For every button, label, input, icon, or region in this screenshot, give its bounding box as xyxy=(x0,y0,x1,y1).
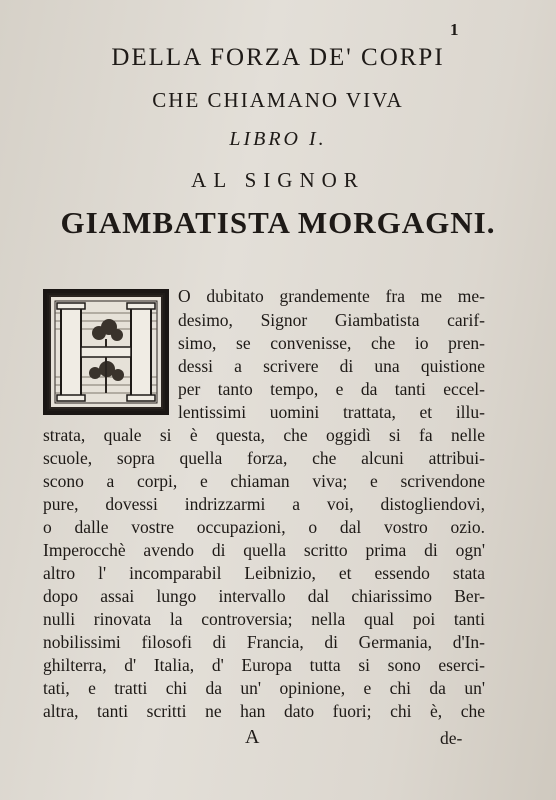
text-line-10: pure, dovessi indrizzarmi a voi, distogliendovi, xyxy=(43,494,485,514)
signature-mark: A xyxy=(245,726,260,748)
page-number: 1 xyxy=(450,20,459,39)
text-line-16: nobilissimi filosofi di Francia, di Germania, d'In- xyxy=(43,632,485,652)
text-line-19: altra, tanti scritti ne han dato fuori; chi è, che xyxy=(43,701,485,721)
decorated-initial-h-icon xyxy=(47,293,165,411)
text-line-2: desimo, Signor Giambatista carif- xyxy=(178,310,485,330)
text-line-3: simo, se convenisse, che io pren- xyxy=(178,333,485,353)
text-line-1: O dubitato grandemente fra me me- xyxy=(178,286,485,306)
text-line-6: lentissimi uomini trattata, et illu- xyxy=(178,402,485,422)
catchword: de- xyxy=(440,728,463,748)
text-line-5: per tanto tempo, e da tanti eccel- xyxy=(178,379,485,399)
dedicatee-name: GIAMBATISTA MORGAGNI. xyxy=(60,205,496,240)
text-line-4: dessi a scrivere di una quistione xyxy=(178,356,485,376)
text-line-14: dopo assai lungo intervallo dal chiarissimo Ber- xyxy=(43,586,485,606)
text-line-12: Imperocchè avendo di quella scritto prima di ogn' xyxy=(43,540,485,560)
dedication-heading: AL SIGNOR xyxy=(191,168,365,192)
text-line-17: ghilterra, d' Italia, d' Europa tutta si sono eserci- xyxy=(43,655,485,675)
decorated-initial-h xyxy=(43,289,169,415)
text-line-13: altro l' incomparabil Leibnizio, et essendo stata xyxy=(43,563,485,583)
text-line-15: nulli rinovata la controversia; nella qual poi tanti xyxy=(43,609,485,629)
title-line-1: DELLA FORZA DE' CORPI xyxy=(111,44,445,71)
title-line-2: CHE CHIAMANO VIVA xyxy=(152,88,404,112)
book-number: LIBRO I. xyxy=(229,128,327,150)
text-line-8: scuole, sopra quella forza, che alcuni attribui- xyxy=(43,448,485,468)
text-line-7: strata, quale si è questa, che oggidì si fa nelle xyxy=(43,425,485,445)
text-line-18: tati, e tratti chi da un' opinione, e chi da un' xyxy=(43,678,485,698)
text-line-11: o dalle vostre occupazioni, o dal vostro ozio. xyxy=(43,517,485,537)
text-line-9: scono a corpi, e chiaman viva; e scrivendone xyxy=(43,471,485,491)
